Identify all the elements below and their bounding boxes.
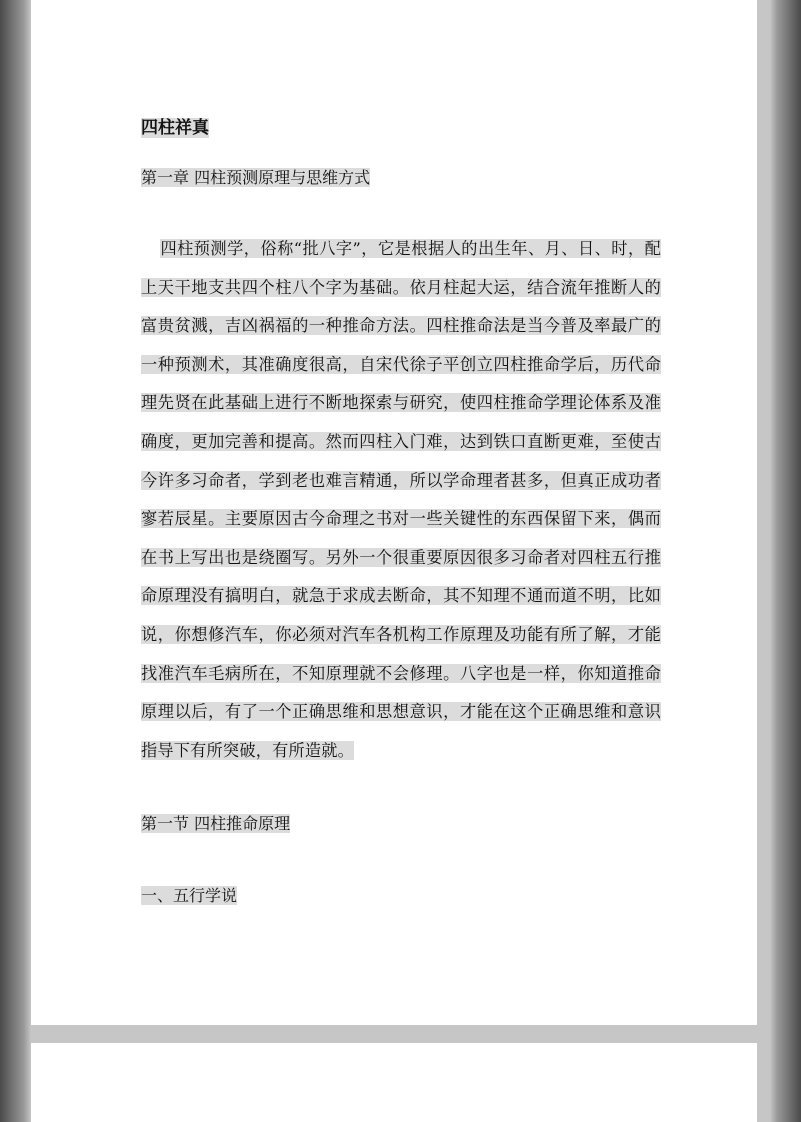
section-heading-text: 第一节 四柱推命原理 <box>141 814 291 834</box>
chapter-heading <box>141 164 661 192</box>
document-title-text: 四柱祥真 <box>141 118 209 138</box>
next-page <box>31 1043 757 1122</box>
body-paragraph-text: 四柱预测学，俗称“批八字”，它是根据人的出生年、月、日、时，配上天干地支共四个柱八个字为基础。依月柱起大运，结合流年推断人的富贵贫溅，吉凶祸福的一种推命方法。四柱推命法是当今普及率最广的一种预测术，其准确度很高，自宋代徐子平创立四柱推命学后，历代命理先贤在此基础上进行不断地探索与研究，使四柱推命学理论体系及准确度，更加完善和提高。然而四柱入门难，达到铁口直断更难，至使古今许多习命者，学到老也难言精通，所以学命理者甚多，但真正成功者寥若辰星。主要原因古今命理之书对一些关键性的东西保留下来，偶而在书上写出也是绕圈写。另外一个很重要原因很多习命者对四柱五行推命原理没有搞明白，就急于求成去断命，其不知理不通而道不明，比如说，你想修汽车，你必须对汽车各机构工作原理及功能有所了解，才能找准汽车毛病所在，不知原理就不会修理。八字也是一样，你知道推命原理以后，有了一个正确思维和思想意识，才能在这个正确思维和意识指导下有所突破，有所造就。 <box>141 239 661 760</box>
subsection-heading-text: 一、五行学说 <box>141 886 238 906</box>
page-content <box>141 112 661 910</box>
section-heading <box>141 810 661 838</box>
chapter-heading-text: 第一章 四柱预测原理与思维方式 <box>141 168 371 187</box>
document-page <box>31 0 757 1025</box>
body-paragraph <box>141 230 661 770</box>
document-title <box>141 112 661 144</box>
subsection-heading <box>141 882 661 910</box>
